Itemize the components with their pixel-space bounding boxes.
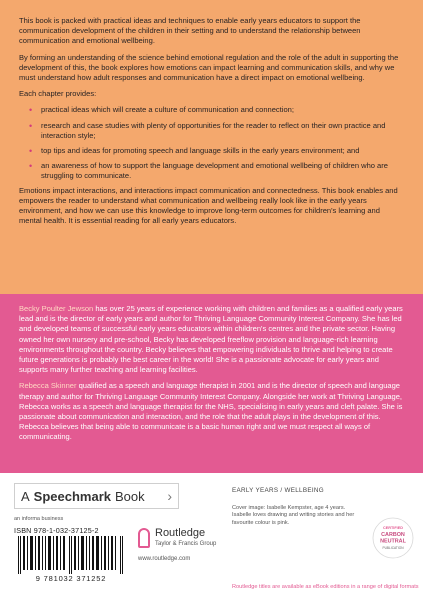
routledge-mark-icon bbox=[138, 528, 150, 548]
publisher-url: www.routledge.com bbox=[138, 556, 191, 562]
author-name-2: Rebecca Skinner bbox=[19, 381, 77, 391]
author-name-1: Becky Poulter Jewson bbox=[19, 304, 94, 313]
badge-line-3: NEUTRAL bbox=[380, 538, 406, 545]
author-bio-1 bbox=[19, 304, 404, 375]
description-paragraph-3: Emotions impact interactions, and interactions impact communication and connectedness. This book enables and empowers the reader to understand what communication and wellbeing really look like in the early years environment, and how we can use this knowledge to improve long-term outcomes for children's learning and mental health. It is essential reading for all early years educators. bbox=[19, 185, 398, 226]
badge-line-2: CARBON bbox=[381, 532, 405, 538]
series-logo bbox=[14, 483, 179, 509]
carbon-neutral-badge-icon bbox=[372, 517, 414, 559]
series-logo-book: Book bbox=[115, 488, 145, 504]
informa-tagline: an informa business bbox=[14, 516, 64, 522]
back-cover-footer bbox=[0, 473, 423, 600]
publisher-name: Routledge bbox=[155, 527, 206, 539]
list-item: • top tips and ideas for promoting speech and language skills in the early years environment; and bbox=[41, 146, 404, 156]
badge-line-1: CERTIFIED bbox=[382, 526, 404, 530]
publisher-group: Taylor & Francis Group bbox=[155, 541, 217, 547]
subject-category: EARLY YEARS / WELLBEING bbox=[232, 487, 324, 494]
description-paragraph-2: By forming an understanding of the science behind emotional regulation and the role of the adult in supporting the development of this, the book explores how emotions can impact learning and communication skills, and why we must understand how adult responses and communication have a direct impact on emotional wellbeing. bbox=[19, 52, 399, 83]
cover-image-credit: Cover image: Isabelle Kempster, age 4 years. Isabelle loves drawing and writing stories and her favourite colour is pink. bbox=[232, 505, 355, 526]
isbn-barcode-block bbox=[14, 526, 128, 582]
chapter-features-list bbox=[19, 105, 404, 181]
author-bio-1-text: has over 25 years of experience working with children and families as a qualified early years lead and is the director of early years and author for Thriving Language Community Interest Company. She has led and developed teams of successful early years educators within children's centres and the private sector. Having owned her own nursery and pre-school, Becky has developed freeflow provision and language-rich learning environments throughout the country. Becky believes that empowering individuals to thrive and helping to create future generations is probably the best career in the world! She is a passionate advocate for early years and supports many further teaching and learning facilities. bbox=[19, 304, 403, 375]
description-panel bbox=[0, 0, 423, 294]
publisher-logo bbox=[138, 528, 233, 568]
badge-line-4: PUBLICATION bbox=[382, 546, 404, 550]
barcode-icon bbox=[14, 536, 128, 574]
series-logo-name: Speechmark bbox=[33, 488, 111, 504]
list-item: • an awareness of how to support the language development and emotional wellbeing of children who are struggling to communicate. bbox=[41, 161, 404, 181]
list-item: • research and case studies with plenty of opportunities for the reader to reflect on their own practice and interaction style; bbox=[41, 121, 404, 141]
author-bios-panel bbox=[0, 294, 423, 473]
series-logo-a: A bbox=[21, 488, 30, 504]
author-bio-2 bbox=[19, 381, 404, 442]
isbn-number: ISBN 978-1-032-37125-2 bbox=[14, 526, 99, 535]
description-paragraph-1: This book is packed with practical ideas and techniques to enable early years educators to support the communication development of the children in their setting and to understand the relationship between communication and emotional wellbeing. bbox=[19, 16, 361, 46]
barcode-digits: 9 781032 371252 bbox=[35, 574, 107, 583]
chapter-intro: Each chapter provides: bbox=[19, 89, 97, 99]
ebook-note: Routledge titles are available as eBook editions in a range of digital formats bbox=[232, 584, 419, 590]
author-bio-2-text: qualified as a speech and language therapist in 2001 and is the director of speech and language therapy and author for Thriving Language Community Interest Company. Alongside her work at Thriving Language, Rebecca works as a speech and language therapist for the NHS, specialising in early years and cleft palate. She is passionate about communication and interaction, and the role that the adult plays in the development of this. Rebecca believes that being able to communicate is a basic human right and we must respect all ways of communicating. bbox=[19, 381, 403, 442]
chevron-right-icon: › bbox=[167, 488, 172, 504]
list-item: • practical ideas which will create a culture of communication and connection; bbox=[41, 105, 404, 115]
